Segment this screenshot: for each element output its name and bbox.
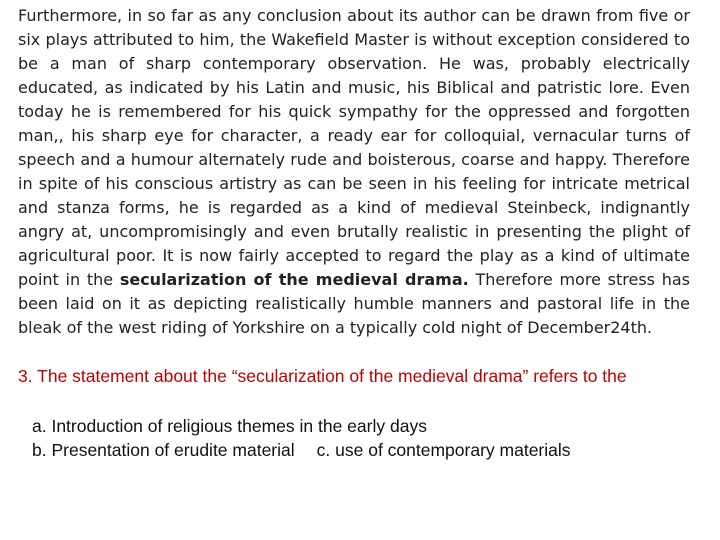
passage-bold-phrase: secularization of the medieval drama.	[119, 270, 469, 289]
passage-text-after: Therefore more stress has been laid on it as depicting realistically humble manners and pastoral life in the bleak of the west riding of Yorkshire on a typically cold night of December24th.	[18, 270, 690, 337]
option-b: b. Presentation of erudite material	[32, 440, 295, 460]
question-stem: 3. The statement about the “secularization of the medieval drama” refers to the	[18, 366, 627, 386]
option-line-a	[32, 414, 712, 438]
option-line-bc	[32, 438, 712, 462]
passage-text-before: Furthermore, in so far as any conclusion about its author can be drawn from five or six plays attributed to him, the Wakefield Master is without exception considered to be a man of sharp contemporary observation. He was, probably electrically educated, as indicated by his Latin and music, his Biblical and patristic lore. Even today he is remembered for his quick sympathy for the oppressed and forgotten man,, his sharp eye for character, a ready ear for colloquial, vernacular turns of speech and a humour alternately rude and boisterous, coarse and happy. Therefore in spite of his conscious artistry as can be seen in his feeling for intricate metrical and stanza forms, he is regarded as a kind of medieval Steinbeck, indignantly angry at, uncompromisingly and even brutally realistic in presenting the plight of agricultural poor. It is now fairly accepted to regard the play as a kind of ultimate point in the	[18, 6, 690, 289]
option-a: a. Introduction of religious themes in the early days	[32, 416, 427, 436]
answer-options	[32, 414, 712, 462]
reading-passage	[18, 4, 690, 340]
option-c: c. use of contemporary materials	[316, 440, 571, 460]
